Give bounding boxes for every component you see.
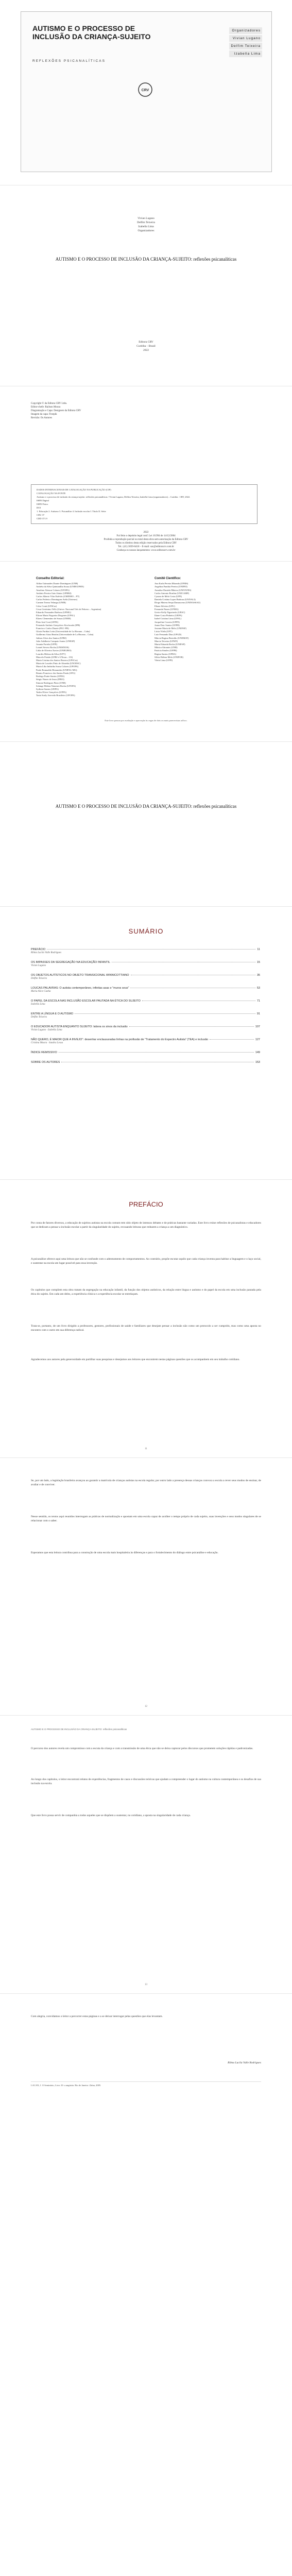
catalog-line: ISBN Digital — [37, 499, 49, 502]
council-member: Élsio José Corá (UFFS) — [36, 620, 58, 623]
title-page-editors — [0, 216, 292, 233]
catalog-line: DADOS INTERNACIONAIS DE CATALOGAÇÃO NA PUBLICAÇÃO (CIP) — [37, 488, 111, 491]
cover-title: AUTISMO E O PROCESSO DE INCLUSÃO DA CRIANÇA-SUJEITO — [32, 24, 151, 41]
footer-line: 2022 — [143, 531, 149, 534]
council-member: Maria de Lourdes Pinto de Almeida (UNOESC) — [36, 662, 81, 665]
summary-entry-page: 153 — [255, 1061, 260, 1064]
council-member: Diogo Mateus Serpa Damasceno (UNINASSAU) — [154, 601, 201, 604]
council-member: Vânia Lima (UFPI) — [154, 659, 173, 662]
council-member: Jacqueline Correia (UFPE) — [154, 620, 180, 623]
cover-author: Delfim Teixeira — [229, 43, 262, 49]
publisher-name: Editora CRV — [139, 341, 153, 344]
summary-entry-author: Cristina Moura · Sandra Lessa — [31, 1042, 63, 1044]
summary-entry[interactable] — [31, 1038, 260, 1044]
preface-signature — [228, 2061, 261, 2065]
council-member: Josania Portela (UFPI) — [36, 643, 57, 646]
credits-page — [0, 386, 292, 562]
council-member: Sílvia Helena Melo (UNIFOR) — [154, 655, 183, 658]
scientific-committee-heading: Comitê Científico: — [154, 577, 181, 580]
footer-line: Foi feito o depósito legal conf. Lei 10.994 de 14/12/2004 — [116, 535, 176, 537]
council-member: Andréia da Silva Quintanilha Sousa (UNIR/UFRN) — [36, 585, 84, 588]
credit-line: Diagramação e Capa: Designers da Editora CRV — [31, 410, 81, 412]
editor-name: Delfim Teixeira — [137, 221, 155, 224]
summary-entry-title: ÍNDICE REMISSIVO — [31, 1051, 57, 1054]
footnote-reference: LACAN, J. O Seminário, Livro 10: a angústia. Rio de Janeiro: Zahar, 2005. — [31, 2081, 261, 2088]
council-member: Sydione Santos (UEPG) — [36, 687, 59, 690]
summary-entry-page: 149 — [255, 1051, 260, 1054]
council-member: Daniela Cristina Lopes Barbosa (UNIVALI) — [154, 598, 196, 601]
catalog-line: 1. Educação 2. Autismo 3. Psicanálise 4. Inclusão escolar I. Título II. Série — [37, 510, 106, 513]
catalog-card — [31, 484, 257, 524]
summary-entry[interactable] — [31, 1061, 260, 1064]
summary-entry-title: NÃO QUERO, É MAIOR QUE A INVEJO": desenhar enclausuradas linhas na profissão de "Tratamento do Espectro Autista" (TEA) e inclusão — [31, 1038, 209, 1041]
peer-review-note: Este livro passou por avaliação e aprovação às cegas de dois ou mais pareceristas ad hoc. — [105, 719, 187, 722]
credit-line: Imagem da capa: Freepik — [31, 413, 57, 416]
logo-text: CRV — [141, 89, 149, 92]
body-paragraph: Que este livro possa servir de companhia a todos aqueles que se dispõem a sustentar, no cotidiano, a aposta na singularidade de cada criança. — [31, 1814, 191, 1817]
council-member: Iliane Costa Pinheiro (UEPA) — [154, 614, 182, 617]
council-member: Fernando Antônio Gonçalves Alcoforado (IPB) — [36, 623, 80, 626]
council-member: Anselmo Alencar Colares (UFOPA) — [36, 588, 70, 591]
summary-entry[interactable] — [31, 974, 260, 980]
summary-entry-page: 91 — [256, 1012, 260, 1015]
summary-entry-author: Izabella Lima — [31, 1003, 45, 1006]
council-member: Maria Lília Imbiriba Sousa Colares (UFOPA) — [36, 665, 79, 668]
editorial-council — [36, 577, 118, 698]
council-member: Maria Cristina dos Santos Bezerra (UFSCar) — [36, 659, 78, 662]
cover-subtitle: REFLEXÕES PSICANALÍTICAS — [32, 59, 106, 63]
council-member: Tania Suely Azevedo Brasileiro (UFOPA) — [36, 694, 75, 697]
council-member: Antônio Pereira Gaio Júnior (UFRRJ) — [36, 591, 72, 595]
scientific-committee — [154, 577, 237, 662]
summary-entry[interactable] — [31, 1012, 260, 1019]
cover-page — [0, 0, 292, 185]
council-member: Lourdes Helena da Silva (UFV) — [36, 652, 66, 655]
summary-entry-title: ENTRE A LÍNGUA E O AUTISMO — [31, 1012, 74, 1015]
council-member: Luiz Fernando Dias (UFGD) — [154, 633, 182, 636]
closing-paragraph: Com alegria, convidamos o leitor a percorrer estas páginas e a se deixar interrogar pelas questões que elas levantam. — [31, 2015, 163, 2018]
credit-line: Editor-chefe: Railson Moura — [31, 406, 61, 409]
council-member: Maria Eduarda Rocha (UNIFAP) — [154, 643, 185, 646]
council-member: Carmen Tereza Velanga (UNIR) — [36, 601, 66, 604]
council-member: Annalise Daniela Mânica (UNIVATES) — [154, 588, 192, 591]
summary-entry-title: SOBRE OS AUTORES — [31, 1061, 60, 1064]
council-member: Isabel Cristina Lima (UFAL) — [154, 617, 182, 620]
summary-entry-author: Vivian Lugano — [31, 964, 46, 967]
summary-entry[interactable] — [31, 948, 260, 954]
council-member: Greice Kelly Figueiredo (UESC) — [154, 611, 185, 614]
preface-closing-page — [0, 1994, 292, 2576]
summary-entry-page: 71 — [256, 999, 260, 1003]
summary-entry-page: 35 — [256, 974, 260, 977]
council-member: Celso Conti (UFSCar) — [36, 604, 57, 607]
title-page-publisher — [0, 340, 292, 352]
cover-author: Vivian Lugano — [229, 35, 262, 42]
council-member: Elizeu Clementino de Souza (UNEB) — [36, 617, 71, 620]
summary-entry-author: Delfim Teixeira — [31, 977, 47, 980]
summary-entry-author: Rilma Lucila Valle Rodrigues — [31, 952, 62, 954]
council-member: Carlos Federico Dominguez Avila (Unieuro) — [36, 598, 78, 601]
scientific-committee-list — [154, 582, 237, 662]
council-member: Fernanda Nunes (UFMG) — [154, 607, 179, 611]
council-member: João Adalberto Campato Junior (UNESP) — [36, 639, 75, 642]
council-page — [0, 562, 292, 742]
council-member: Lúcia Vilela (UFT) — [154, 630, 173, 633]
summary-entry-title: OS IMPASSES DA SEGREGAÇÃO NA EDUCAÇÃO INFANTIL — [31, 961, 110, 964]
leader-dots — [59, 1052, 254, 1053]
page-number: 12 — [145, 1705, 147, 1708]
catalog-line: CATALOGAÇÃO NA FONTE — [37, 492, 66, 495]
publisher-logo-icon — [138, 82, 153, 97]
publisher-city: Curitiba – Brasil — [136, 345, 156, 348]
council-member: Joseane Maria de Melo (UNIFAP) — [154, 627, 186, 630]
catalog-line: Autismo e o processo de inclusão da criança-sujeito: reflexões psicanalíticas / Vivian Lugano, Delfim Teixeira, Izabella Lima (organizadores) – Curitiba : CRV, 2022. — [37, 496, 191, 498]
summary-entry-page: 107 — [255, 1025, 260, 1028]
summary-entry-page: 11 — [257, 948, 260, 951]
page-number: 11 — [145, 1448, 147, 1450]
summary-page — [0, 907, 292, 1180]
council-member: Tadeu Oliver Gonçalves (UFPA) — [36, 691, 66, 694]
preface-paragraph: A psicanálise oferece aqui uma leitura que não se confunde com o adestramento de comportamentos. Ao contrário, propõe escutar aquilo que cada criança inventa para habitar a linguagem e o laço social, e sustentar na escola um lugar possível para essa invenção. — [31, 1258, 261, 1265]
summary-entry-author: Delfim Teixeira — [31, 1016, 47, 1019]
credits-block — [31, 402, 149, 420]
publisher-year: 2022 — [143, 349, 149, 352]
council-member: Carlos Antonio Bonfim (UNICAMP) — [154, 591, 190, 595]
council-member: Marcia Teixeira (UFMT) — [154, 639, 178, 642]
cover-author: Izabella Lima — [229, 50, 262, 57]
summary-entry-title: O PAPEL DA ESCOLA NAS INCLUSÃO ESCOLAR PAUTADA NA ÉTICA DO SUJEITO — [31, 999, 141, 1003]
summary-entry-author: Vivian Lugano · Izabella Lima — [31, 1029, 62, 1031]
cover-panel — [21, 11, 272, 172]
editor-role: Organizadores — [138, 229, 154, 232]
title-page-title: AUTISMO E O PROCESSO DE INCLUSÃO DA CRIANÇA-SUJEITO: reflexões psicanalíticas — [55, 257, 237, 262]
summary-entry[interactable] — [31, 1051, 260, 1054]
council-member: Mônica Abrantes (UNB) — [154, 646, 178, 649]
title-page — [0, 185, 292, 386]
summary-entry-title: LOUCAS PALAVRAS: O autista contemporâneo, infinitas asas e "muros seus" — [31, 987, 129, 990]
signature-name: Rilma Lucila Valle Rodrigues — [228, 2061, 261, 2064]
council-member: Elione Maria Nogueira Diogenes (UFAL) — [36, 614, 75, 617]
footer-line: Conheça os nossos lançamentos: www.editoracrv.com.br — [116, 549, 176, 552]
council-member: Patrícia Simões (UFPR) — [154, 649, 177, 652]
preface-page — [0, 1180, 292, 1458]
summary-entry-title: OS OBJETOS AUTÍSTICOS NO OBJETO TRANSICIONAL WINNICOTTIANO — [31, 974, 129, 977]
council-member: Marcelo Paixão (UFRJ e UTexas – US) — [36, 655, 73, 658]
preface-paragraph: Se, por um lado, a legislação brasileira avançou ao garantir a matrícula de crianças autistas na escola regular, por outro lado a presença dessas crianças convoca a escola a rever seus modos de ensinar, de avaliar e de conviver. — [31, 1479, 261, 1487]
body-paragraph: O percurso dos autores revela um compromisso com a escuta da criança e com a transmissão de uma ética que não se deixa capturar pelos discursos que prometem soluções rápidas e padronizadas. — [31, 1747, 253, 1750]
council-member: Leonel Severo Rocha (UNISINOS) — [36, 646, 69, 649]
summary-entry[interactable] — [31, 1025, 260, 1031]
summary-entry-page: 127 — [255, 1038, 260, 1041]
council-member: Sérgio Nunes de Jesus (IFRO) — [36, 678, 64, 681]
council-member: Renato Francisco dos Santos Paula (UFG) — [36, 671, 76, 674]
council-member: Francisco Carlos Duarte (PUC-PR) — [36, 627, 69, 630]
catalog-line: CDU 37 — [37, 514, 45, 516]
council-member: Cynara de Melo Costa (UPE) — [154, 595, 182, 598]
credits-footer — [0, 531, 292, 552]
council-member: Aldira Guimarães Duarte Domínguez (UNB) — [36, 582, 78, 585]
council-member: Gloria Fariñas León (Universidade de La Havana – Cuba) — [36, 630, 90, 633]
editor-name: Izabella Lima — [138, 225, 154, 228]
council-member: Eliane Silveira (UFU) — [154, 604, 175, 607]
council-member: Guillermo Arias Beatón (Universidade de La Havana – Cuba) — [36, 633, 94, 636]
leader-dots — [129, 1026, 254, 1027]
council-member: Cesar Gerónimo Tello (Univer. Nacional Três de Febrero – Argentina) — [36, 607, 101, 611]
council-member: Solange Helena Ximenes-Rocha (UFOPA) — [36, 684, 76, 687]
summary-entry-page: 53 — [256, 987, 260, 990]
council-member: Jailson Alves dos Santos (UFRJ) — [36, 636, 67, 639]
leader-dots — [75, 1013, 255, 1014]
leader-dots — [210, 1039, 254, 1040]
preface-title: PREFÁCIO — [129, 1200, 163, 1208]
council-member: Rodrigo Pratte-Santos (UFES) — [36, 675, 64, 678]
summary-entry[interactable] — [31, 961, 260, 967]
summary-entry-author: Maria Alice Cunha — [31, 990, 51, 993]
council-member: Angelina Pandita Pereira (UNIFEI) — [154, 585, 187, 588]
council-member: Simone Rodrigues Pinto (UNB) — [36, 681, 66, 684]
credit-line: Revisão: Os Autores — [31, 417, 53, 419]
summary-entry[interactable] — [31, 987, 260, 993]
cover-authors — [229, 27, 262, 58]
catalog-line: ISBN Físico — [37, 503, 48, 505]
council-member: Ana Karla Pereira Miranda (UFMS) — [154, 582, 188, 585]
credit-line: Copyright © da Editora CRV Ltda. — [31, 402, 67, 405]
preface-paragraph: Nesse sentido, os textos aqui reunidos interrogam as práticas de normalização e apostam em uma escola capaz de acolher o tempo próprio de cada sujeito, suas invenções e seus modos singulares de se relacionar com o saber. — [31, 1515, 261, 1523]
catalog-line: DOI — [37, 506, 41, 509]
summary-entry-page: 15 — [256, 961, 260, 964]
page-number: 13 — [145, 1984, 147, 1986]
half-title: AUTISMO E O PROCESSO DE INCLUSÃO DA CRIANÇA-SUJEITO: reflexões psicanalíticas — [55, 804, 237, 809]
council-member: Regina Santos (UFBA) — [154, 652, 176, 655]
footer-line: Proibida a reprodução parcial ou total desta obra sem autorização da Editora CRV — [104, 538, 188, 541]
summary-entry-title: PREFÁCIO — [31, 948, 46, 951]
preface-paragraph: Os capítulos que compõem esta obra tratam da segregação na educação infantil, da função dos objetos autísticos, da relação entre língua e autismo e do papel da escola em uma inclusão pautada pela ética do sujeito. Em cada um deles, a experiência clínica e a experiência escolar se entrelaçam. — [31, 1289, 261, 1296]
editorial-council-list — [36, 582, 118, 697]
footer-line: Todos os direitos desta edição reservados pela Editora CRV — [115, 542, 177, 545]
summary-list — [31, 948, 260, 1071]
summary-title: SUMÁRIO — [128, 927, 164, 935]
council-member: Eduardo Fernandes Barbosa (UFMG) — [36, 611, 71, 614]
leader-dots — [47, 949, 255, 950]
council-member: Carlos Alberto Vilar Estêvão (UMINHO – PT) — [36, 595, 80, 598]
catalog-line: CDD 371.9 — [37, 517, 47, 520]
summary-entry-title: O EDUCADOR AUTISTA ENQUANTO SUJEITO: labora os sinos da inclusão — [31, 1025, 128, 1028]
half-title-page — [0, 742, 292, 907]
editorial-council-heading: Conselho Editorial: — [36, 577, 65, 580]
editor-name: Vivian Lugano — [138, 217, 154, 220]
council-member: Joana Darc Santos (UFPB) — [154, 623, 180, 626]
preface-paragraph: Esperamos que esta leitura contribua para a construção de uma escola mais hospitaleira às diferenças e para o fortalecimento do diálogo entre psicanálise e educação. — [31, 1551, 218, 1554]
running-header: AUTISMO E O PROCESSO DE INCLUSÃO DA CRIANÇA-SUJEITO: reflexões psicanalíticas — [31, 1728, 127, 1731]
preface-paragraph: Trata-se, portanto, de um livro dirigido a professores, gestores, profissionais de saúde e familiares que desejam pensar a inclusão não como um protocolo a ser cumprido, mas como uma aposta no encontro com o outro em sua diferença radical. — [31, 1325, 261, 1332]
council-member: Paulo Romualdo Hernandes (UNIFAL-MG) — [36, 668, 77, 671]
preface-paragraph: Agradecemos aos autores pela generosidade em partilhar suas pesquisas e desejamos aos leitores que encontrem nestas páginas questões que os acompanhem em seu trabalho cotidiano. — [31, 1358, 240, 1361]
footer-line: Tel.: (41) 3039-6418 – E-mail: sac@editoracrv.com.br — [118, 546, 174, 548]
council-member: Márcia Regina Bertoldo (UNEMAT) — [154, 636, 189, 639]
preface-paragraph: Por conta de fatores diversos, a educação de sujeitos autistas na escola comum tem sido objeto de intensos debates e de práticas bastante variadas. Este livro reúne reflexões de psicanalistas e educadores que se dedicam a pensar a inclusão escolar a partir da singularidade do sujeito, recusando leituras que reduzem a criança a um diagnóstico. — [31, 1222, 261, 1229]
preface-running-page — [0, 1716, 292, 1994]
council-member: Lídia de Oliveira Xavier (UNIEURO) — [36, 649, 72, 652]
summary-entry[interactable] — [31, 999, 260, 1006]
preface-continued-page — [0, 1458, 292, 1716]
body-paragraph: Ao longo dos capítulos, o leitor encontrará relatos de experiências, fragmentos de casos e discussões teóricas que ajudam a compreender o lugar do autismo na cultura contemporânea e os desafios de sua inclusão na escola. — [31, 1778, 261, 1786]
cover-authors-label: Organizadores — [229, 27, 262, 34]
